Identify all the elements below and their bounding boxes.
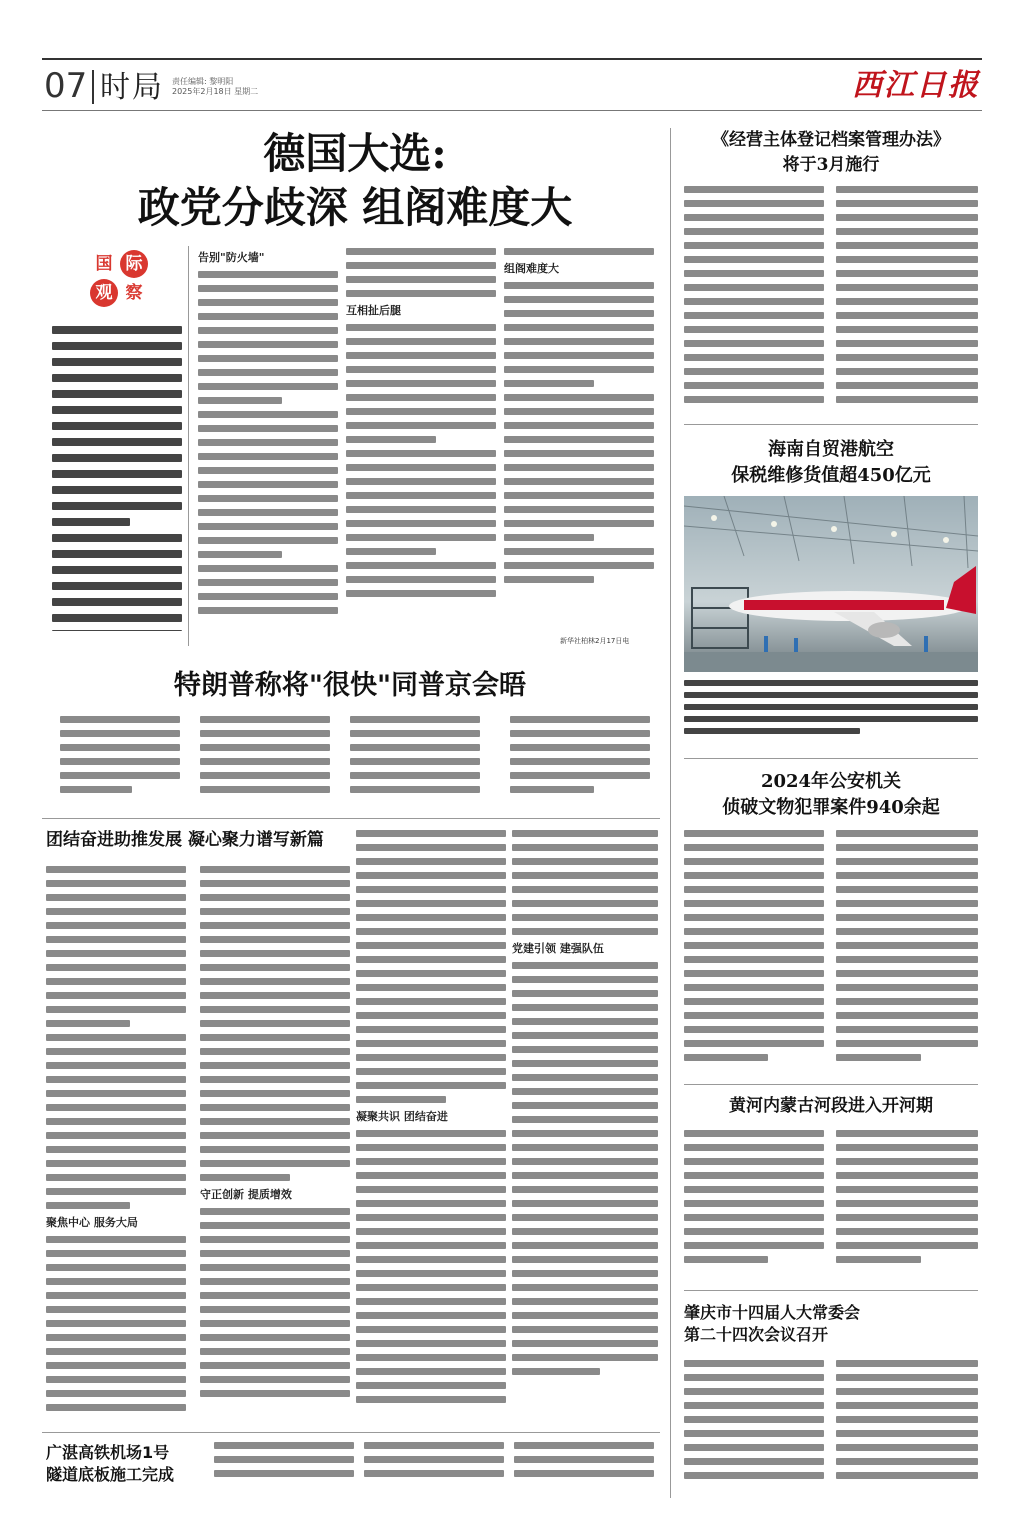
subhead-1: 告别"防火墙" bbox=[198, 251, 265, 264]
guangzhan-title-2: 隧道底板施工完成 bbox=[46, 1465, 175, 1484]
trump-col-3 bbox=[350, 716, 480, 806]
trump-col-4 bbox=[510, 716, 650, 806]
unity-col-3 bbox=[356, 830, 506, 1426]
header-meta bbox=[172, 77, 258, 97]
unity-subhead-1: 聚焦中心 服务大局 bbox=[46, 1216, 138, 1229]
registration-title-2: 将于3月施行 bbox=[782, 155, 880, 175]
unity-subhead-3: 凝聚共识 团结奋进 bbox=[356, 1110, 448, 1123]
guangzhan-col-1 bbox=[214, 1442, 354, 1490]
badge-char-3: 观 bbox=[90, 279, 118, 307]
zhaoqing-col-2 bbox=[836, 1360, 978, 1490]
hangar-airplane-image bbox=[684, 496, 978, 672]
hangar-photo bbox=[684, 496, 978, 672]
zhaoqing-col-1 bbox=[684, 1360, 824, 1490]
registration-col-2 bbox=[836, 186, 978, 414]
trump-col-2 bbox=[200, 716, 330, 806]
unity-subhead-2: 守正创新 提质增效 bbox=[200, 1188, 292, 1201]
badge-char-4: 察 bbox=[120, 279, 148, 307]
main-article-title-2: 政党分歧深 组阁难度大 bbox=[137, 183, 573, 232]
trump-col-1 bbox=[60, 716, 180, 806]
police-title-2: 侦破文物犯罪案件940余起 bbox=[722, 797, 940, 818]
subhead-3: 组阁难度大 bbox=[504, 262, 559, 275]
police-title-1: 2024年公安机关 bbox=[760, 771, 902, 792]
unity-subhead-4: 党建引领 建强队伍 bbox=[512, 942, 604, 955]
hainan-title-1: 海南自贸港航空 bbox=[768, 439, 894, 460]
badge-char-1: 国 bbox=[90, 250, 118, 278]
yellow-river-col-1 bbox=[684, 1130, 824, 1280]
unity-article-title: 团结奋进助推发展 凝心聚力谱写新篇 bbox=[46, 830, 324, 850]
unity-col-2 bbox=[200, 866, 350, 1426]
page-number: 07 bbox=[44, 66, 88, 106]
yellow-river-title: 黄河内蒙古河段进入开河期 bbox=[729, 1096, 933, 1116]
guangzhan-title-1: 广湛高铁机场1号 bbox=[46, 1443, 170, 1462]
police-col-1 bbox=[684, 830, 824, 1075]
zhaoqing-title-1: 肇庆市十四届人大常委会 bbox=[684, 1303, 861, 1322]
lead-divider bbox=[188, 246, 189, 646]
header-separator bbox=[92, 70, 94, 104]
unity-col-4 bbox=[512, 830, 658, 1426]
main-article-col-1 bbox=[198, 248, 338, 648]
subhead-2: 互相扯后腿 bbox=[346, 304, 401, 317]
main-article-col-3 bbox=[504, 248, 654, 648]
guangzhan-col-3 bbox=[514, 1442, 654, 1490]
police-bottom-rule bbox=[684, 1084, 978, 1085]
yellow-river-bottom-rule bbox=[684, 1290, 978, 1291]
zhaoqing-title-2: 第二十四次会议召开 bbox=[684, 1325, 829, 1344]
guangzhan-col-2 bbox=[364, 1442, 504, 1490]
header-bottom-rule bbox=[42, 110, 982, 111]
main-article-byline: 新华社柏林2月17日电 bbox=[560, 637, 630, 645]
main-article-title-1: 德国大选: bbox=[263, 129, 447, 178]
unity-col-1 bbox=[46, 866, 186, 1426]
header-top-rule bbox=[42, 58, 982, 60]
registration-title-1: 《经营主体登记档案管理办法》 bbox=[712, 130, 950, 150]
main-article-col-2 bbox=[346, 248, 496, 648]
police-col-2 bbox=[836, 830, 978, 1075]
trump-bottom-rule bbox=[42, 818, 660, 819]
badge-char-2: 际 bbox=[120, 250, 148, 278]
masthead-logo: 西江日报 bbox=[852, 68, 980, 103]
column-divider bbox=[670, 128, 671, 1498]
section-name: 时局 bbox=[100, 70, 164, 105]
unity-bottom-rule bbox=[42, 1432, 660, 1433]
trump-article-title: 特朗普称将"很快"同普京会晤 bbox=[173, 670, 527, 701]
registration-bottom-rule bbox=[684, 424, 978, 425]
hainan-title-2: 保税维修货值超450亿元 bbox=[731, 465, 931, 486]
registration-col-1 bbox=[684, 186, 824, 414]
editor-line: 责任编辑: 黎明阳 bbox=[172, 77, 234, 86]
hainan-photo-caption bbox=[684, 680, 978, 746]
yellow-river-col-2 bbox=[836, 1130, 978, 1280]
main-article-lead bbox=[52, 326, 182, 631]
hainan-bottom-rule bbox=[684, 758, 978, 759]
date-line: 2025年2月18日 星期二 bbox=[172, 87, 259, 96]
